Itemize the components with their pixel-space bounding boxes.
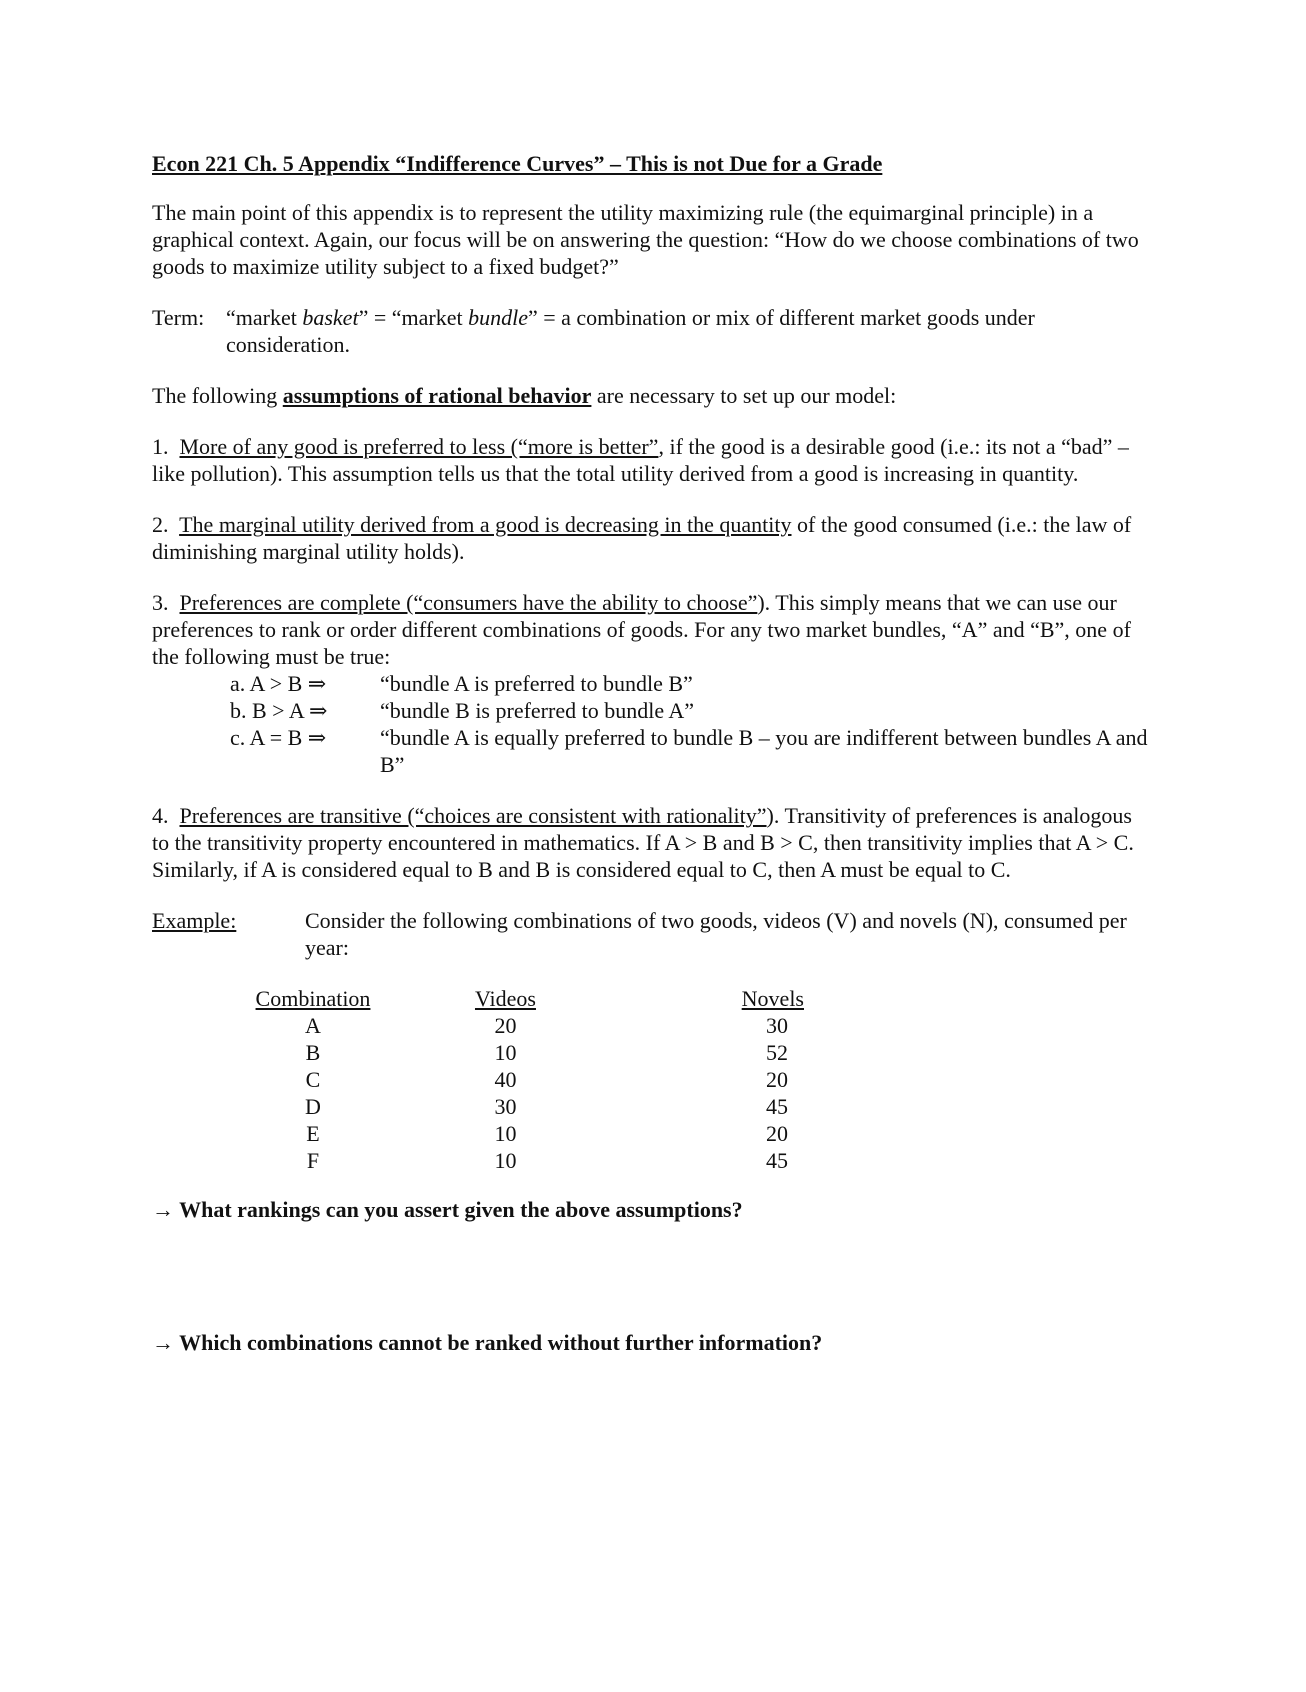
table-cell: 45 bbox=[766, 1148, 788, 1173]
page-title: Econ 221 Ch. 5 Appendix “Indifference Curves” – This is not Due for a Grade bbox=[152, 151, 883, 176]
assumptions-intro bbox=[152, 382, 1152, 409]
assumption-explanation: ). Transitivity of preferences is analogous to the transitivity property encountered in mathematics. If A > B and B > C, then transitivity implies that A > C. Similarly, if A is considered equal to B and B is considered equal to C, then A must be equal to C. bbox=[152, 803, 1134, 882]
column-header-novels: Novels bbox=[741, 986, 804, 1011]
assumption-statement: More of any good is preferred to less (“more is better” bbox=[179, 434, 659, 459]
assumption-number: 1 bbox=[152, 434, 163, 459]
choice-text: “bundle B is preferred to bundle A” bbox=[380, 698, 695, 723]
assumption-4: 4. Preferences are transitive (“choices are consistent with rationality”). Transitivity of preferences is analogous to the transitivity property encountered in mathematics. If A > B and B > C, then transitivity implies that A > C. Similarly, if A is considered equal to B and B is considered equal to C, then A must be equal to C. bbox=[152, 803, 1134, 882]
assumption-number: 2 bbox=[152, 512, 163, 537]
choice-text: “bundle A is equally preferred to bundle B – you are indifferent between bundles A and B” bbox=[380, 725, 1148, 777]
table-cell: 45 bbox=[766, 1094, 788, 1119]
question-unranked: → Which combinations cannot be ranked without further information? bbox=[152, 1330, 823, 1355]
assumption-explanation: of the good consumed (i.e.: the law of diminishing marginal utility holds). bbox=[152, 512, 1132, 564]
choice-text: “bundle A is preferred to bundle B” bbox=[380, 671, 693, 696]
assumption-statement: Preferences are transitive (“choices are consistent with rationality” bbox=[179, 803, 767, 828]
table-row bbox=[228, 1066, 804, 1093]
table-cell: D bbox=[305, 1094, 321, 1119]
assumption-3: 3. Preferences are complete (“consumers have the ability to choose”). This simply means that we can use our preferences to rank or order different combinations of goods. For any two market bundles, “A” and “B”, one of the following must be true: bbox=[152, 590, 1131, 669]
table-cell: C bbox=[305, 1067, 321, 1092]
table-cell: 20 bbox=[766, 1067, 788, 1092]
table-row bbox=[228, 1093, 804, 1120]
assumption-number: 4 bbox=[152, 803, 163, 828]
choice-item bbox=[230, 670, 1152, 697]
assumption-explanation: ). This simply means that we can use our preferences to rank or order different combinations of goods. For any two market bundles, “A” and “B”, one of the following must be true: bbox=[152, 590, 1131, 669]
choice-relation: b. B > A ⇒ bbox=[230, 698, 328, 723]
term-definition bbox=[152, 304, 1152, 358]
assumption-statement: The marginal utility derived from a good is decreasing in the quantity bbox=[179, 512, 792, 537]
example-block bbox=[152, 907, 1152, 961]
column-header-combination: Combination bbox=[255, 986, 371, 1011]
table-cell: 30 bbox=[766, 1013, 788, 1038]
combinations-table bbox=[228, 985, 804, 1174]
table-row bbox=[228, 1012, 804, 1039]
term-label: Term: bbox=[152, 305, 205, 330]
preference-choices bbox=[230, 670, 1152, 778]
choice-relation: c. A = B ⇒ bbox=[230, 725, 327, 750]
table-header-row bbox=[228, 985, 804, 1012]
assumptions-heading: assumptions of rational behavior bbox=[282, 383, 592, 408]
assumptions-intro-text: The following bbox=[152, 383, 283, 408]
assumption-number: 3 bbox=[152, 590, 163, 615]
table-cell: 30 bbox=[494, 1094, 517, 1119]
table-cell: 10 bbox=[494, 1148, 517, 1173]
table-row bbox=[228, 1120, 804, 1147]
example-text: Consider the following combinations of two goods, videos (V) and novels (N), consumed per year: bbox=[305, 908, 1127, 960]
table-cell: F bbox=[306, 1148, 320, 1173]
assumption-statement: Preferences are complete (“consumers have the ability to choose” bbox=[179, 590, 758, 615]
assumptions-intro-text: are necessary to set up our model: bbox=[591, 383, 897, 408]
intro-paragraph: The main point of this appendix is to represent the utility maximizing rule (the equimarginal principle) in a graphical context. Again, our focus will be on answering the question: “How do we choose combinations of two goods to maximize utility subject to a fixed budget?” bbox=[152, 200, 1139, 279]
choice-item bbox=[230, 697, 1152, 724]
term-text: ” = “market bbox=[358, 305, 469, 330]
term-bundle: bundle bbox=[468, 305, 528, 330]
term-text: “market bbox=[226, 305, 303, 330]
table-cell: B bbox=[305, 1040, 321, 1065]
table-cell: 40 bbox=[494, 1067, 517, 1092]
table-cell: A bbox=[305, 1013, 321, 1038]
table-cell: 52 bbox=[766, 1040, 788, 1065]
column-header-videos: Videos bbox=[474, 986, 536, 1011]
table-cell: E bbox=[306, 1121, 320, 1146]
table-cell: 10 bbox=[494, 1121, 517, 1146]
example-label: Example: bbox=[152, 908, 237, 933]
question-rankings: → What rankings can you assert given the above assumptions? bbox=[152, 1197, 743, 1222]
table-cell: 20 bbox=[766, 1121, 788, 1146]
choice-relation: a. A > B ⇒ bbox=[230, 671, 327, 696]
term-text: ” = a combination or mix of different market goods under consideration. bbox=[226, 305, 1035, 357]
document-page bbox=[152, 150, 1152, 1356]
table-row bbox=[228, 1147, 804, 1174]
choice-item bbox=[230, 724, 1152, 778]
table-cell: 10 bbox=[494, 1040, 517, 1065]
assumption-explanation: , if the good is a desirable good (i.e.: its not a “bad” – like pollution). This assumption tells us that the total utility derived from a good is increasing in quantity. bbox=[152, 434, 1129, 486]
assumption-1: 1. More of any good is preferred to less (“more is better”, if the good is a desirable good (i.e.: its not a “bad” – like pollution). This assumption tells us that the total utility derived from a good is increasing in quantity. bbox=[152, 434, 1129, 486]
assumption-2: 2. The marginal utility derived from a good is decreasing in the quantity of the good consumed (i.e.: the law of diminishing marginal utility holds). bbox=[152, 512, 1132, 564]
table-row bbox=[228, 1039, 804, 1066]
term-body bbox=[226, 304, 1152, 358]
table-cell: 20 bbox=[494, 1013, 517, 1038]
term-basket: basket bbox=[302, 305, 359, 330]
